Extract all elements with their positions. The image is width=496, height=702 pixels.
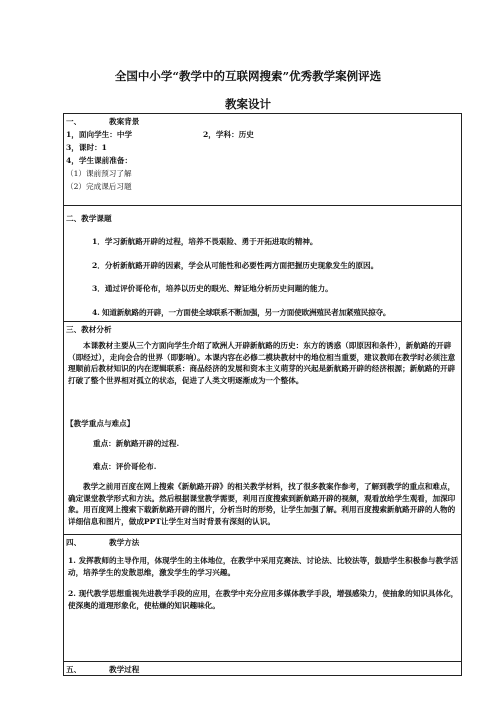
search-paragraph: 教学之前用百度在网上搜索《新航路开辟》的相关教学材料，找了很多教案作参考，了解到教学的重点和难点，确定课堂教学形式和方法。然后根据课堂教学需要，利用百度搜索到新航路开辟的视频，观看放给学生观看，加深印象。用百度网上搜索下载新航路开辟的图片，分析当时的形势，让学生加强了解。利用百度搜索新航路开辟的人物的详细信息和图片，做成PPT让学生对当时背景有深刻的认识。 bbox=[68, 482, 456, 526]
method-paragraph-1: 1. 发挥教师的主导作用，体现学生的主体地位，在教学中采用克赛法、讨论法、比较法等，鼓励学生积极参与教学活动，培养学生的发散思维，激发学生的学习兴趣。 bbox=[68, 556, 459, 577]
class-hours-line: 3，课时：1 bbox=[66, 143, 107, 152]
section-5-number: 五、 bbox=[66, 665, 82, 674]
topic-item-3: 3．通过评价哥伦布，培养以历史的眼光、辩证地分析历史问题的能力。 bbox=[92, 284, 333, 293]
row-divider-3 bbox=[63, 534, 462, 535]
topic-item-4: 4. 知道新航路的开辟，一方面使全球联系不断加强，另一方面使欧洲殖民者加紧殖民掠夺。 bbox=[92, 308, 391, 317]
section-1-heading: 教案背景 bbox=[109, 117, 140, 126]
section-5-heading: 教学过程 bbox=[109, 665, 140, 674]
row-divider-4 bbox=[63, 661, 462, 662]
difficulty-point: 难点：评价哥伦布. bbox=[93, 462, 157, 471]
method-paragraph-2: 2. 现代教学思想重视先进教学手段的应用，在教学中充分应用多媒体教学手段，增强感染力，使抽象的知识具体化，使深奥的道理形象化，使枯燥的知识趣味化。 bbox=[68, 589, 459, 610]
section-2-heading: 二、教学课题 bbox=[66, 214, 112, 223]
topic-item-1: 1．学习新航路开辟的过程，培养不畏艰险、勇于开拓进取的精神。 bbox=[92, 237, 318, 246]
row-divider-2 bbox=[63, 321, 462, 322]
audience-line: 1，面向学生：中学 bbox=[66, 130, 133, 139]
row-divider-1 bbox=[63, 205, 462, 206]
subject-line: 2，学科：历史 bbox=[203, 130, 254, 139]
document-title: 全国中小学“教学中的互联网搜索”优秀教学案例评选 bbox=[114, 69, 382, 83]
student-prep-line: 4，学生课前准备： bbox=[66, 156, 133, 165]
prep-item-1: （1）课前预习了解 bbox=[66, 169, 132, 178]
key-point: 重点：新航路开辟的过程. bbox=[93, 439, 180, 448]
document-subtitle: 教案设计 bbox=[225, 97, 271, 111]
prep-item-2: （2）完成课后习题 bbox=[66, 182, 132, 191]
analysis-paragraph: 本课教材主要从三个方面向学生介绍了欧洲人开辟新航路的历史：东方的诱惑（即原因和条件），新航路的开辟（即经过），走向会合的世界（即影响）。本课内容在必修二模块教材中的地位相当重要，建议教师在教学时必须注意理顺前后教材知识的内在逻辑联系：商品经济的发展和资本主义萌芽的兴起是新航路开辟的经济根源；新航路的开辟打破了整个世界相对孤立的状态，促进了人类文明逐渐成为一个整体。 bbox=[68, 341, 456, 385]
section-3-heading: 三、教材分析 bbox=[66, 325, 112, 334]
section-4-heading: 教学方法 bbox=[109, 538, 140, 547]
section-4-number: 四、 bbox=[66, 538, 82, 547]
key-points-heading: 【教学重点与难点】 bbox=[66, 419, 135, 428]
topic-item-2: 2．分析新航路开辟的因素，学会从可能性和必要性两方面把握历史现象发生的原因。 bbox=[92, 261, 379, 270]
section-1-number: 一、 bbox=[66, 117, 82, 126]
